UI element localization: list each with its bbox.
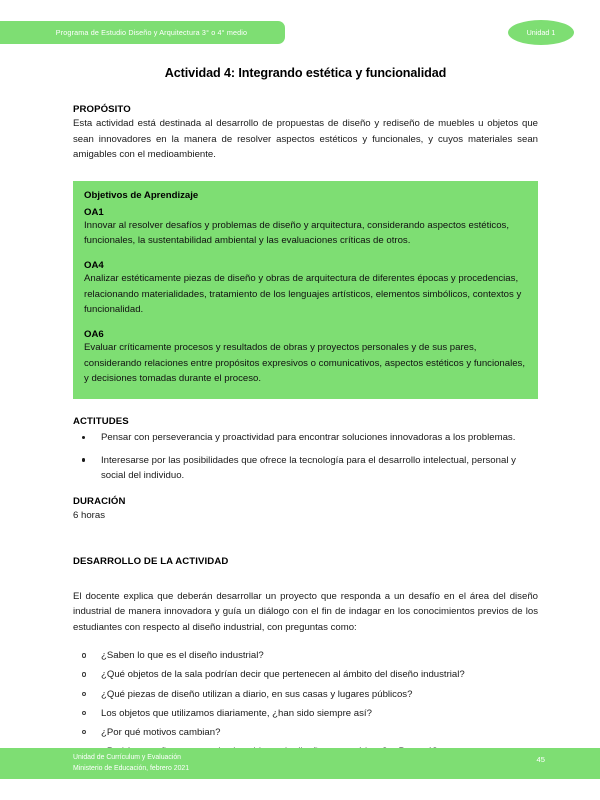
program-header-label: Programa de Estudio Diseño y Arquitectura 3° o 4° medio: [55, 28, 248, 37]
actitud-text: Interesarse por las posibilidades que ofrece la tecnología para el desarrollo intelectual, personal y social del individuo.: [101, 454, 516, 482]
list-item: [73, 430, 538, 446]
objetivos-box-title: Objetivos de Aprendizaje: [84, 189, 199, 201]
page-content: [73, 0, 538, 763]
desarrollo-paragraph: El docente explica que deberán desarrollar un proyecto que responda a un desafío en el área del diseño industrial de manera innovadora y guía un diálogo con el fin de indagar en los conocimientos previos de los estudiantes con respecto al diseño industrial, con preguntas como:: [73, 590, 538, 633]
section-proposito: [73, 104, 538, 163]
desarrollo-questions-list: [73, 648, 538, 759]
desarrollo-heading: DESARROLLO DE LA ACTIVIDAD: [73, 555, 229, 567]
list-item: [73, 687, 538, 703]
objetivo-text: Analizar estéticamente piezas de diseño y obras de arquitectura de diferentes épocas y procedencias, relacionando materialidades, tratamiento de los lenguajes artísticos, elementos simbólicos, contextos y funcionalidad.: [84, 273, 522, 315]
objetivos-aprendizaje-box: [73, 181, 538, 399]
list-item: [73, 648, 538, 664]
question-text: ¿Por qué motivos cambian?: [101, 726, 221, 738]
objetivo-item: [84, 329, 527, 386]
list-item: [73, 706, 538, 722]
page-title: Actividad 4: Integrando estética y funcionalidad: [164, 66, 447, 80]
hollow-bullet-icon: [82, 692, 86, 696]
actitud-text: Pensar con perseverancia y proactividad para encontrar soluciones innovadoras a los problemas.: [101, 432, 516, 444]
objetivo-text: Innovar al resolver desafíos y problemas de diseño y arquitectura, considerando aspectos estéticos, funcionales, la sustentabilidad ambiental y las evaluaciones críticas de otros.: [84, 219, 510, 247]
section-duracion: [73, 496, 538, 524]
list-item: [73, 725, 538, 741]
question-text: ¿Saben lo que es el diseño industrial?: [101, 650, 264, 662]
duracion-value: 6 horas: [73, 509, 105, 521]
question-text: ¿Qué objetos de la sala podrían decir que pertenecen al ámbito del diseño industrial?: [101, 669, 465, 681]
objetivo-item: [84, 260, 527, 317]
hollow-bullet-icon: [82, 730, 86, 734]
unit-badge-label: Unidad 1: [526, 28, 556, 37]
question-text: ¿Qué piezas de diseño utilizan a diario, en sus casas y lugares públicos?: [101, 688, 413, 700]
section-actitudes: [73, 416, 538, 484]
list-item: [73, 667, 538, 683]
objetivo-code: OA1: [84, 206, 104, 218]
footer-line-2: Ministerio de Educación, febrero 2021: [73, 764, 190, 772]
proposito-heading: PROPÓSITO: [73, 104, 131, 115]
actitudes-heading: ACTITUDES: [73, 416, 129, 428]
bullet-dot-icon: [82, 458, 85, 461]
actitudes-list: [73, 430, 538, 484]
footer-band: [0, 748, 600, 779]
objetivo-code: OA6: [84, 329, 104, 341]
footer-line-1: Unidad de Currículum y Evaluación: [73, 754, 182, 761]
page-number: 45: [536, 755, 545, 764]
list-item: [73, 453, 538, 484]
objetivo-item: [84, 207, 527, 249]
bullet-dot-icon: [82, 436, 85, 439]
footer-attribution: [73, 753, 189, 774]
duracion-heading: DURACIÓN: [73, 495, 126, 507]
hollow-bullet-icon: [82, 653, 86, 657]
proposito-text: Esta actividad está destinada al desarrollo de propuestas de diseño y rediseño de muebles u objetos que sean innovadores en la manera de resolver aspectos estéticos y funcionales, y cuyos materiales sean amigables con el medioambiente.: [73, 118, 538, 161]
hollow-bullet-icon: [82, 672, 86, 676]
question-text: Los objetos que utilizamos diariamente, ¿han sido siempre así?: [101, 707, 372, 719]
hollow-bullet-icon: [82, 711, 86, 715]
section-desarrollo: [73, 556, 538, 760]
objetivo-code: OA4: [84, 260, 104, 272]
objetivo-text: Evaluar críticamente procesos y resultados de obras y proyectos personales y de sus pares, considerando relaciones entre propósitos expresivos o comunicativos, aspectos estéticos y funcionales, y decisiones tomadas durante el proceso.: [84, 342, 526, 384]
